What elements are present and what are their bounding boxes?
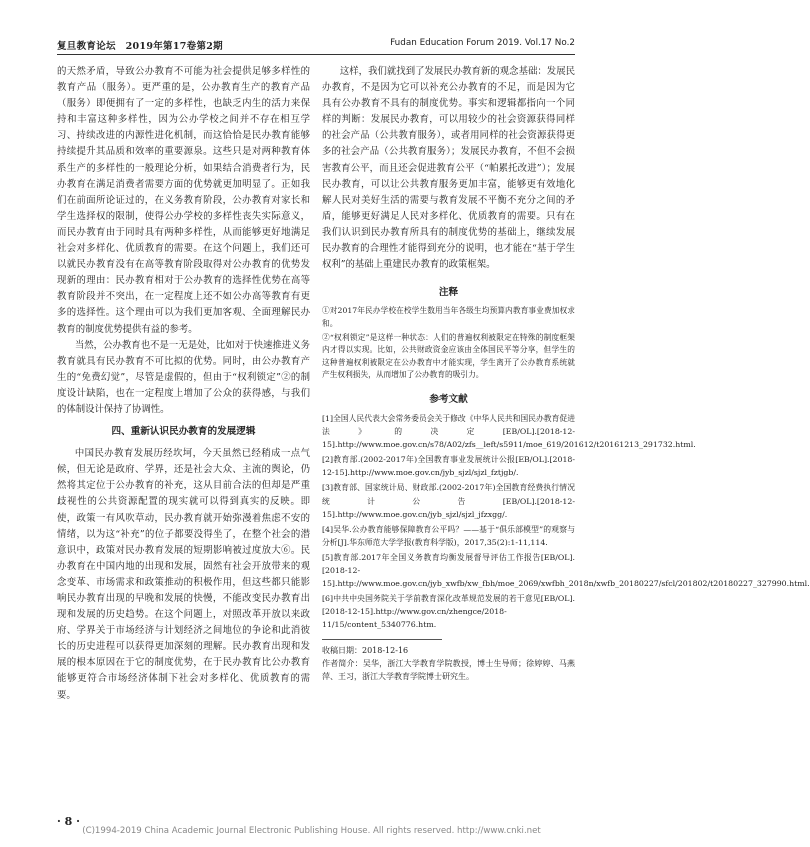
notes-heading: 注释	[438, 287, 459, 299]
reference-item: [4]吴华.公办教育能够保障教育公平吗？——基于“俱乐部模型”的观察与分析[J].华东师范大学学报(教育科学版)，2017,35(2):1-11,114.	[322, 524, 575, 547]
article-meta	[322, 639, 575, 683]
paragraph: 的天然矛盾，导致公办教育不可能为社会提供足够多样性的教育产品（服务）。更严重的是，公办教育生产的教育产品（服务）即便拥有了一定的多样性，也缺乏内生的活力来保持和丰富这种多样性，因为公办学校之间并不存在相互学习、持续改进的内源性进化机制，而这恰恰是民办教育能够持续提升其品质和效率的重要源泉。这些只是对两种教育体系生产的多样性的一般理论分析，如果结合消费者行为，民办教育在满足消费者需要方面的优势就更加明显了。正如我们在前面所论证过的，在义务教育阶段，公办教育对家长和学生选择权的限制，使得公办学校的多样性丧失实际意义，而民办教育由于同时具有两种多样性，从而能够更好地满足社会对多样化、优质教育的需要。在这个问题上，我们还可以就民办教育没有在高等教育阶段取得对公办教育的优势发现新的理由：民办教育相对于公办教育的选择性优势在高等教育阶段并不突出，在一定程度上还不如公办高等教育有更多的选择性。这个理由可以为我们更加客观、全面理解民办教育的制度优势提供有益的参考。	[57, 66, 310, 335]
copyright-footer: (C)1994-2019 China Academic Journal Electronic Publishing House. All rights reserved. http://www.cnki.net	[82, 826, 541, 836]
reference-item: [5]教育部.2017年全国义务教育均衡发展督导评估工作报告[EB/OL].[2018-12-15].http://www.moe.gov.cn/jyb_xwfb/xw_fbh/moe_2069/xwfbh_2018n/xwfb_20180227/sfcl/201802/t20180227_327990.html.	[322, 552, 810, 589]
note-item: ②“权利锁定”是这样一种状态：人们的普遍权利被限定在特殊的制度框架内才得以实现。比如，公共财政资金应该由全体国民平等分享，但学生的这种普遍权利被限定在公办教育中才能实现，学生离开了公办教育系统就产生权利损失，从而增加了公办教育的吸引力。	[322, 332, 575, 380]
notes-list	[322, 305, 575, 382]
left-column	[57, 64, 310, 704]
paragraph: 这样，我们就找到了发展民办教育新的观念基础：发展民办教育，不是因为它可以补充公办教育的不足，而是因为它具有公办教育不具有的制度优势。事实和逻辑都指向一个同样的判断：发展民办教育，可以用较少的社会资源获得同样的社会产品（公共教育服务），或者用同样的社会资源获得更多的社会产品（公共教育服务）；发展民办教育，不但不会损害教育公平，而且还会促进教育公平（“帕累托改进”）；发展民办教育，可以让公共教育服务更加丰富，能够更有效地化解人民对美好生活的需要与教育发展不平衡不充分之间的矛盾，能够更好满足人民对多样化、优质教育的需要。只有在我们认识到民办教育所具有的制度优势的基础上，继续发展民办教育的合理性才能得到充分的说明，也才能在“基于学生权利”的基础上重建民办教育的政策框架。	[322, 66, 575, 271]
header-divider	[57, 54, 575, 55]
paragraph: 当然，公办教育也不是一无是处，比如对于快速推进义务教育就具有民办教育不可比拟的优势。同时，由公办教育产生的“免费幻觉”，尽管是虚假的，但由于“权利锁定”②的制度设计缺陷，也在一定程度上增加了公众的获得感，与我们的体制设计保持了协调性。	[57, 339, 310, 415]
reference-item: [1]全国人民代表大会常务委员会关于修改《中华人民共和国民办教育促进法》的决定[EB/OL].[2018-12-15].http://www.moe.gov.cn/s78/A02/zfs__left/s5911/moe_619/201612/t20161213_291732.html.	[322, 413, 696, 450]
running-header	[57, 38, 575, 54]
note-item: ①对2017年民办学校在校学生数用当年各级生均预算内教育事业费加权求和。	[322, 306, 575, 328]
paragraph: 中国民办教育发展历经坎坷，今天虽然已经稍成一点气候，但无论是政府、学界，还是社会大众、主流的舆论，仍然将其定位于公办教育的补充，这从目前合法的但却是严重歧视性的公共资源配置的现实就可以得到真实的反映。即使，政策一有风吹草动，民办教育就开始弥漫着焦虑不安的情绪，以为这“补充”的位子都要没得坐了，在整个社会的潜意识中，政策对民办教育发展的短期影响被过度放大⑥。民办教育在中国内地的出现和发展，固然有社会开放带来的观念变革、市场需求和政策推动的积极作用，但这些都只能影响民办教育出现的早晚和发展的快慢，不能改变民办教育出现和发展的历史趋势。在这个问题上，对照改革开放以来政府、学界关于市场经济与计划经济之间地位的争论和此消彼长的历史进程可以获得更加深刻的理解。民办教育出现和发展的根本原因在于它的制度优势，在于民办教育比公办教育能够更符合市场经济体制下社会对多样化、优质教育的需要。	[57, 448, 310, 701]
references-heading: 参考文献	[429, 393, 468, 405]
received-date: 收稿日期：2018-12-16	[322, 646, 409, 656]
journal-title-en: Fudan Education Forum 2019. Vol.17 No.2	[390, 38, 575, 48]
reference-item: [6]中共中央国务院关于学前教育深化改革规范发展的若干意见[EB/OL].[2018-12-15].http://www.gov.cn/zhengce/2018-11/15/content_5340776.htm.	[322, 594, 575, 630]
page-number: · 8 ·	[57, 815, 80, 828]
section-heading: 四、重新认识民办教育的发展逻辑	[111, 426, 256, 438]
references-list	[322, 412, 810, 632]
journal-title-cn: 复旦教育论坛 2019年第17卷第2期	[57, 41, 223, 52]
reference-item: [2]教育部.(2002-2017年)全国教育事业发展统计公报[EB/OL].[2018-12-15].http://www.moe.gov.cn/jyb_sjzl/sjzl_fztjgb/.	[322, 455, 575, 478]
author-bio: 作者简介：吴华，浙江大学教育学院教授，博士生导师；徐婷婷、马燕萍、王习，浙江大学教育学院博士研究生。	[322, 659, 575, 682]
right-column	[322, 64, 810, 683]
reference-item: [3]教育部、国家统计局、财政部.(2002-2017年)全国教育经费执行情况统计公告[EB/OL].[2018-12-15].http://www.moe.gov.cn/jyb_sjzl/sjzl_jfzxgg/.	[322, 483, 575, 519]
